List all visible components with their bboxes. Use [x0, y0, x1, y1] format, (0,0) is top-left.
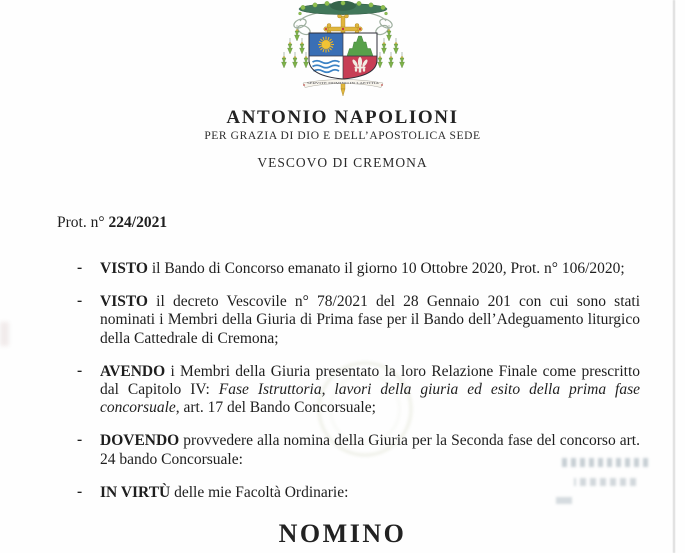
recital-text: VISTO il decreto Vescovile n° 78/2021 del 28 Gennaio 201 con cui sono stati nominati i Membri della Giuria di Prima fase per il Bando dell’Adeguamento liturgico della Cattedrale di Cremona; — [100, 293, 640, 347]
protocol-label: Prot. n° — [57, 214, 105, 231]
list-item — [77, 293, 640, 348]
galero-hat-icon — [298, 1, 387, 15]
list-item — [77, 484, 640, 502]
recital-text: DOVENDO provvedere alla nomina della Giuria per la Seconda fase del concorso art. 24 bando Concorsuale: — [100, 432, 640, 468]
episcopal-coat-of-arms-icon — [277, 1, 409, 100]
recital-text: VISTO il Bando di Concorso emanato il giorno 10 Ottobre 2020, Prot. n° 106/2020; — [100, 260, 625, 277]
list-dash: - — [77, 431, 83, 449]
list-dash: - — [77, 482, 83, 500]
bishop-name: ANTONIO NAPOLIONI — [226, 107, 459, 128]
shield-icon — [309, 33, 377, 79]
grace-line: PER GRAZIA DI DIO E DELL’APOSTOLICA SEDE — [204, 130, 481, 142]
protocol-number: 224/2021 — [108, 214, 168, 231]
list-item — [77, 260, 640, 278]
list-item — [77, 363, 640, 418]
recital-text: AVENDO i Membri della Giuria presentato la loro Relazione Finale come prescritto dal Capitolo IV: Fase Istruttoria, lavori della giuria ed esito della prima fase concorsuale, art. 17 del Bando Concorsuale; — [100, 362, 641, 417]
list-dash: - — [77, 292, 83, 310]
scan-page-edge — [673, 0, 675, 553]
list-item — [77, 432, 640, 468]
recital-text: IN VIRTÙ delle mie Facoltà Ordinarie: — [100, 483, 349, 501]
decree-heading: NOMINO — [278, 519, 407, 548]
motto-text: SERVITE DOMINO IN LAETITIA — [306, 80, 380, 85]
list-dash: - — [77, 361, 83, 379]
bishop-title: VESCOVO DI CREMONA — [257, 155, 428, 170]
list-dash: - — [77, 259, 83, 276]
protocol-line — [57, 214, 167, 232]
recitals-list — [77, 260, 640, 517]
scan-smudge — [0, 322, 9, 346]
